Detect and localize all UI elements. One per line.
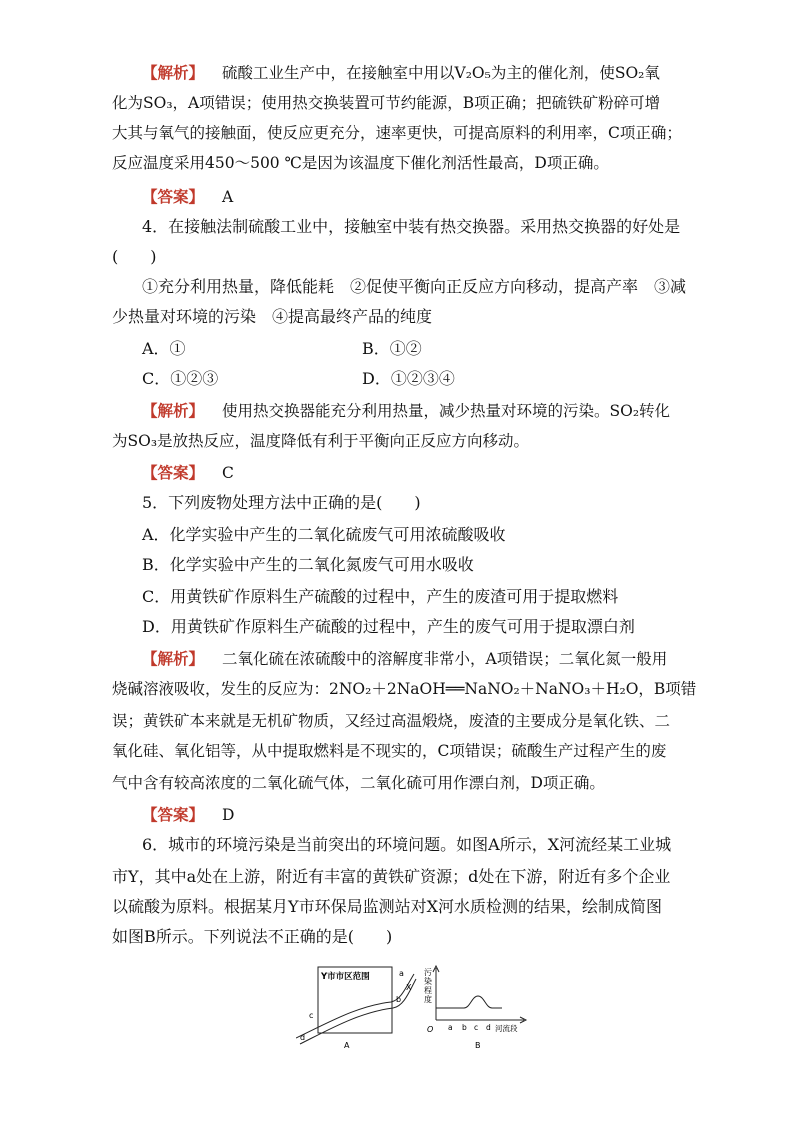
q4-answer: C [222, 464, 234, 482]
point-b-label: b [396, 995, 402, 1004]
ylabel-char-3: 程 [424, 986, 432, 995]
figure-b-caption: B [475, 1041, 481, 1050]
point-a-label: a [399, 969, 404, 978]
tick-c-label: c [474, 1023, 479, 1032]
q5-option-d: D．用黄铁矿作原料生产硫酸的过程中，产生的废气可用于提取漂白剂 [142, 617, 635, 636]
ylabel-char-2: 染 [424, 977, 432, 986]
ylabel-char-1: 污 [424, 968, 432, 977]
q5-option-a: A．化学实验中产生的二氧化硫废气可用浓硫酸吸收 [142, 525, 506, 544]
q6-figures [296, 962, 536, 1054]
analysis-label: 【解析】 [142, 63, 205, 82]
q5-analysis-line4: 氧化硅、氧化铝等，从中提取燃料是不现实的，C项错误；硫酸生产过程产生的废 [112, 742, 667, 760]
sec3-answer-line [142, 186, 233, 208]
q6-stem-line3: 以硫酸为原料。根据某月Y市环保局监测站对X河水质检测的结果，绘制成简图 [112, 897, 662, 916]
q5-option-c: C．用黄铁矿作原料生产硫酸的过程中，产生的废渣可用于提取燃料 [142, 587, 619, 606]
river-bank-lower [300, 979, 416, 1044]
sec3-analysis-line2: 化为SO₃，A项错误；使用热交换装置可节约能源，B项正确；把硫铁矿粉碎可增 [112, 94, 661, 112]
q4-option-d: D．①②③④ [362, 369, 455, 388]
q4-option-row1 [142, 338, 422, 360]
q5-answer-line: 【答案】 D [142, 805, 235, 824]
ylabel-char-4: 度 [424, 995, 432, 1004]
sec3-analysis-line4: 反应温度采用450～500 ℃是因为该温度下催化剂活性最高，D项正确。 [112, 154, 609, 172]
x-axis-label: 河流段 [495, 1024, 518, 1033]
river-x-label: X [406, 983, 412, 992]
q4-stem-line3: ①充分利用热量，降低能耗 ②促使平衡向正反应方向移动，提高产率 ③减 [142, 277, 687, 296]
q4-stem-line1: 4．在接触法制硫酸工业中，接触室中装有热交换器。采用热交换器的好处是 [142, 217, 681, 236]
q5-stem: 5．下列废物处理方法中正确的是( ) [142, 493, 421, 512]
q5-analysis-line3: 误；黄铁矿本来就是无机矿物质，又经过高温煅烧，废渣的主要成分是氧化铁、二 [112, 712, 671, 730]
sec3-analysis-line3: 大其与氧气的接触面，使反应更充分，速率更快，可提高原料的利用率，C项正确； [112, 124, 682, 142]
tick-b-label: b [462, 1023, 467, 1032]
tick-d-label: d [486, 1023, 491, 1032]
answer-label: 【答案】 [142, 187, 205, 206]
sec3-answer: A [222, 188, 234, 206]
q5-option-b: B．化学实验中产生的二氧化氮废气可用水吸收 [142, 555, 474, 574]
figure-a-caption: A [344, 1041, 350, 1050]
origin-label: O [427, 1025, 434, 1034]
river-bank-upper [296, 974, 414, 1038]
figure-b-chart [424, 966, 526, 1050]
q5-answer: D [222, 806, 235, 824]
q4-stem-line4: 少热量对环境的污染 ④提高最终产品的纯度 [112, 307, 433, 326]
q6-stem-line1: 6．城市的环境污染是当前突出的环境问题。如图A所示，X河流经某工业城 [142, 835, 672, 854]
point-c-label: c [309, 1011, 314, 1020]
q5-analysis-line1: 【解析】 二氧化硫在浓硫酸中的溶解度非常小，A项错误；二氧化氮一般用 [142, 649, 668, 668]
q4-stem-line2: ( ) [112, 247, 157, 266]
q4-option-b: B．①② [362, 339, 422, 358]
point-d-label: d [300, 1033, 306, 1042]
q4-analysis-line2: 为SO₃是放热反应，温度降低有利于平衡向正反应方向移动。 [112, 432, 530, 450]
tick-a-label: a [448, 1023, 453, 1032]
q4-analysis-line1: 【解析】 使用热交换器能充分利用热量，减少热量对环境的污染。SO₂转化 [142, 401, 671, 420]
pollution-curve [436, 996, 502, 1008]
figure-a-map [296, 967, 416, 1050]
q4-answer-line: 【答案】 C [142, 463, 234, 482]
q6-stem-line2: 市Y，其中a处在上游，附近有丰富的黄铁矿资源；d处在下游，附近有多个企业 [112, 867, 671, 886]
q4-option-a: A．① [142, 339, 186, 358]
q5-analysis-line5: 气中含有较高浓度的二氧化硫气体，二氧化硫可用作漂白剂，D项正确。 [112, 774, 605, 792]
q4-option-c: C．①②③ [142, 369, 219, 388]
sec3-analysis-line1: 【解析】 硫酸工业生产中，在接触室中用以V₂O₅为主的催化剂，使SO₂氧 [142, 63, 660, 82]
q4-option-row2 [142, 368, 455, 390]
city-boundary-label: Y市市区范围 [321, 972, 370, 982]
q5-analysis-line2: 烧碱溶液吸收，发生的反应为：2NO₂＋2NaOH══NaNO₂＋NaNO₃＋H₂O，B项错 [112, 680, 697, 698]
q6-stem-line4: 如图B所示。下列说法不正确的是( ) [112, 927, 393, 946]
